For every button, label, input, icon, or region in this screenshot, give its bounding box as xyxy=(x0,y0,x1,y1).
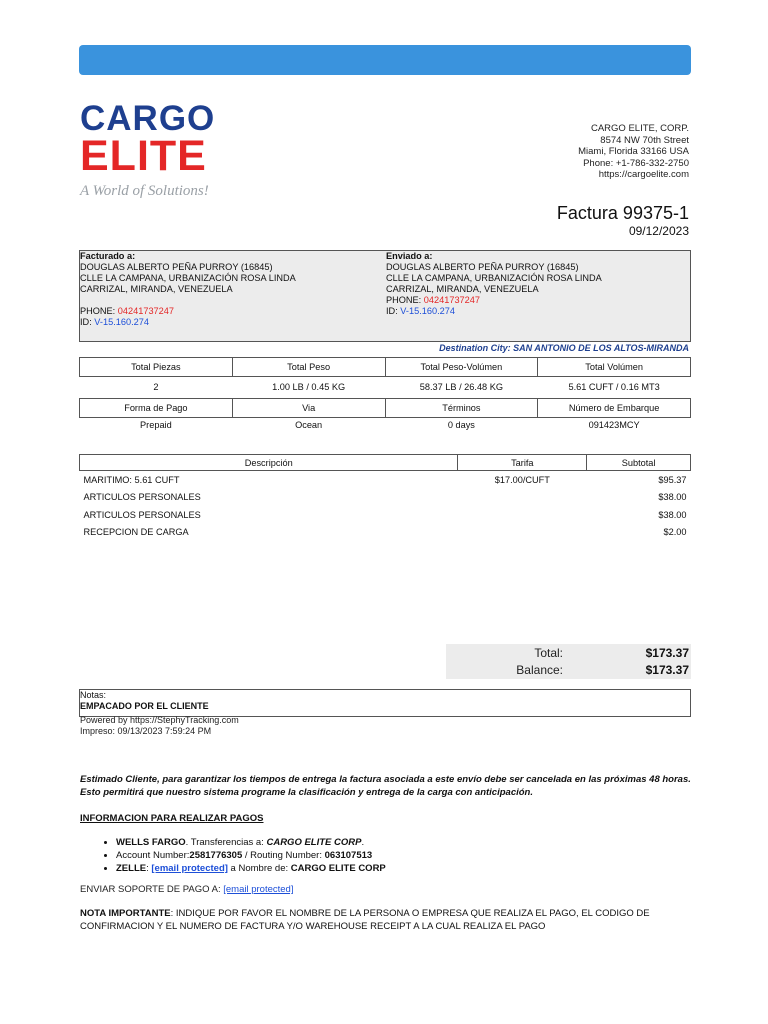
routing-number: 063107513 xyxy=(324,850,373,861)
shipped-address-line1: CLLE LA CAMPANA, URBANIZACIÓN ROSA LINDA xyxy=(386,273,602,283)
summary-header: Total Peso xyxy=(232,358,385,377)
shipping-header: Términos xyxy=(385,399,538,418)
account-number: 2581776305 xyxy=(189,850,243,861)
company-phone: Phone: +1-786-332-2750 xyxy=(583,157,689,169)
logo-line-elite: ELITE xyxy=(80,132,207,180)
powered-by: Powered by https://StephyTracking.com xyxy=(80,715,239,725)
item-description: RECEPCION DE CARGA xyxy=(83,527,189,538)
support-line: ENVIAR SOPORTE DE PAGO A: [email protected] xyxy=(80,884,294,895)
shipped-phone: PHONE: 04241737247 xyxy=(386,295,480,305)
important-note xyxy=(80,907,692,933)
items-header-subtotal: Subtotal xyxy=(587,455,691,471)
invoice-date: 09/12/2023 xyxy=(628,224,689,238)
balance-value: $173.37 xyxy=(645,663,689,677)
company-info xyxy=(578,123,689,181)
billed-id: ID: V-15.160.274 xyxy=(80,317,149,327)
company-website: https://cargoelite.com xyxy=(598,169,689,180)
shipping-header: Forma de Pago xyxy=(80,399,233,418)
shipped-to xyxy=(386,251,602,317)
logo-line-cargo: CARGO xyxy=(80,99,216,138)
shipping-value: 091423MCY xyxy=(588,420,640,430)
shipped-address-line2: CARRIZAL, MIRANDA, VENEZUELA xyxy=(386,284,539,294)
summary-value: 2 xyxy=(153,382,159,392)
summary-table xyxy=(79,357,691,397)
table-row xyxy=(80,524,691,542)
shipping-value: Ocean xyxy=(295,420,323,430)
billed-to xyxy=(80,251,296,328)
company-street: 8574 NW 70th Street xyxy=(600,134,689,146)
shipping-header: Número de Embarque xyxy=(538,399,691,418)
item-description: MARITIMO: 5.61 CUFT xyxy=(83,474,180,485)
billed-address-line1: CLLE LA CAMPANA, URBANIZACIÓN ROSA LINDA xyxy=(80,273,296,283)
item-subtotal: $38.00 xyxy=(658,509,687,520)
payment-info-title: INFORMACION PARA REALIZAR PAGOS xyxy=(80,813,264,824)
destination-city: Destination City: SAN ANTONIO DE LOS ALTOS-MIRANDA xyxy=(439,343,689,353)
shipped-header: Enviado a: xyxy=(386,251,433,261)
item-rate xyxy=(458,506,587,524)
balance-label: Balance: xyxy=(516,663,563,677)
company-name: CARGO ELITE, CORP. xyxy=(590,123,689,134)
table-row xyxy=(80,471,691,489)
list-item: • Account Number:2581776305 / Routing Number: 063107513 xyxy=(116,849,386,862)
items-header-description: Descripción xyxy=(80,455,458,471)
list-item: • ZELLE: [email protected] a Nombre de: CARGO ELITE CORP xyxy=(116,862,386,875)
item-subtotal: $38.00 xyxy=(658,492,687,503)
billed-header: Facturado a: xyxy=(80,251,136,261)
logo-tagline: A World of Solutions! xyxy=(80,183,209,199)
address-box xyxy=(79,250,691,342)
important-label: NOTA IMPORTANTE xyxy=(80,908,171,919)
shipped-id-value: V-15.160.274 xyxy=(400,306,455,316)
summary-header: Total Volúmen xyxy=(538,358,691,377)
total-value: $173.37 xyxy=(645,646,689,660)
summary-header: Total Piezas xyxy=(80,358,233,377)
printed-date: Impreso: 09/13/2023 7:59:24 PM xyxy=(80,726,212,736)
item-rate: $17.00/CUFT xyxy=(494,474,550,485)
company-city: Miami, Florida 33166 USA xyxy=(578,146,689,157)
shipping-value: Prepaid xyxy=(140,420,172,430)
wells-recipient: CARGO ELITE CORP xyxy=(266,837,362,848)
cargo-elite-logo xyxy=(80,100,230,205)
message-line2: Esto permitirá que nuestro sistema programe la clasificación y entrega de la carga con anticipación. xyxy=(80,787,533,798)
shipping-value: 0 days xyxy=(447,420,475,430)
summary-value: 1.00 LB / 0.45 KG xyxy=(272,382,346,392)
notes-label: Notas: xyxy=(80,690,107,700)
billed-id-value: V-15.160.274 xyxy=(94,317,149,327)
billed-phone: PHONE: 04241737247 xyxy=(80,306,174,316)
items-table xyxy=(79,454,691,541)
billed-name: DOUGLAS ALBERTO PEÑA PURROY (16845) xyxy=(80,262,273,272)
list-item: • WELLS FARGO. Transferencias a: CARGO ELITE CORP. xyxy=(116,836,386,849)
important-text: : INDIQUE POR FAVOR EL NOMBRE DE LA PERSONA O EMPRESA QUE REALIZA EL PAGO, EL CODIGO DE CONFIRMACION Y EL NUMERO DE FACTURA Y/O WAREHOUSE RECEIPT A LA CUAL REALIZA EL PAGO xyxy=(80,908,650,932)
message-line1: Estimado Cliente, para garantizar los tiempos de entrega la factura asociada a este envío debe ser cancelada en las próximas 48 horas. xyxy=(80,774,691,785)
shipping-header: Via xyxy=(232,399,385,418)
summary-value: 5.61 CUFT / 0.16 MT3 xyxy=(568,382,660,392)
shipped-id: ID: V-15.160.274 xyxy=(386,306,455,316)
item-rate xyxy=(458,489,587,507)
item-subtotal: $2.00 xyxy=(663,527,687,538)
notes-text: EMPACADO POR EL CLIENTE xyxy=(80,701,209,711)
shipped-phone-value: 04241737247 xyxy=(423,295,480,305)
zelle-email-link[interactable]: [email protected] xyxy=(151,863,228,874)
table-row xyxy=(80,506,691,524)
payment-methods xyxy=(80,836,386,875)
print-footer xyxy=(80,715,239,737)
totals-box xyxy=(446,644,691,679)
item-rate xyxy=(458,524,587,542)
table-row xyxy=(80,489,691,507)
shipping-table xyxy=(79,398,691,432)
wells-fargo-label: WELLS FARGO xyxy=(116,837,186,848)
notes-box xyxy=(79,689,691,717)
total-label: Total: xyxy=(534,646,563,660)
billed-phone-value: 04241737247 xyxy=(117,306,174,316)
support-email-link[interactable]: [email protected] xyxy=(223,884,294,895)
billed-address-line2: CARRIZAL, MIRANDA, VENEZUELA xyxy=(80,284,233,294)
items-header-rate: Tarifa xyxy=(458,455,587,471)
zelle-recipient: CARGO ELITE CORP xyxy=(290,863,386,874)
invoice-title: Factura 99375-1 xyxy=(556,203,689,223)
summary-header: Total Peso-Volúmen xyxy=(385,358,538,377)
shipped-name: DOUGLAS ALBERTO PEÑA PURROY (16845) xyxy=(386,262,579,272)
customer-message xyxy=(80,773,691,799)
header-bar xyxy=(79,45,691,75)
summary-value: 58.37 LB / 26.48 KG xyxy=(419,382,503,392)
item-description: ARTICULOS PERSONALES xyxy=(83,509,201,520)
item-description: ARTICULOS PERSONALES xyxy=(83,492,201,503)
zelle-label: ZELLE xyxy=(116,863,147,874)
item-subtotal: $95.37 xyxy=(658,474,687,485)
